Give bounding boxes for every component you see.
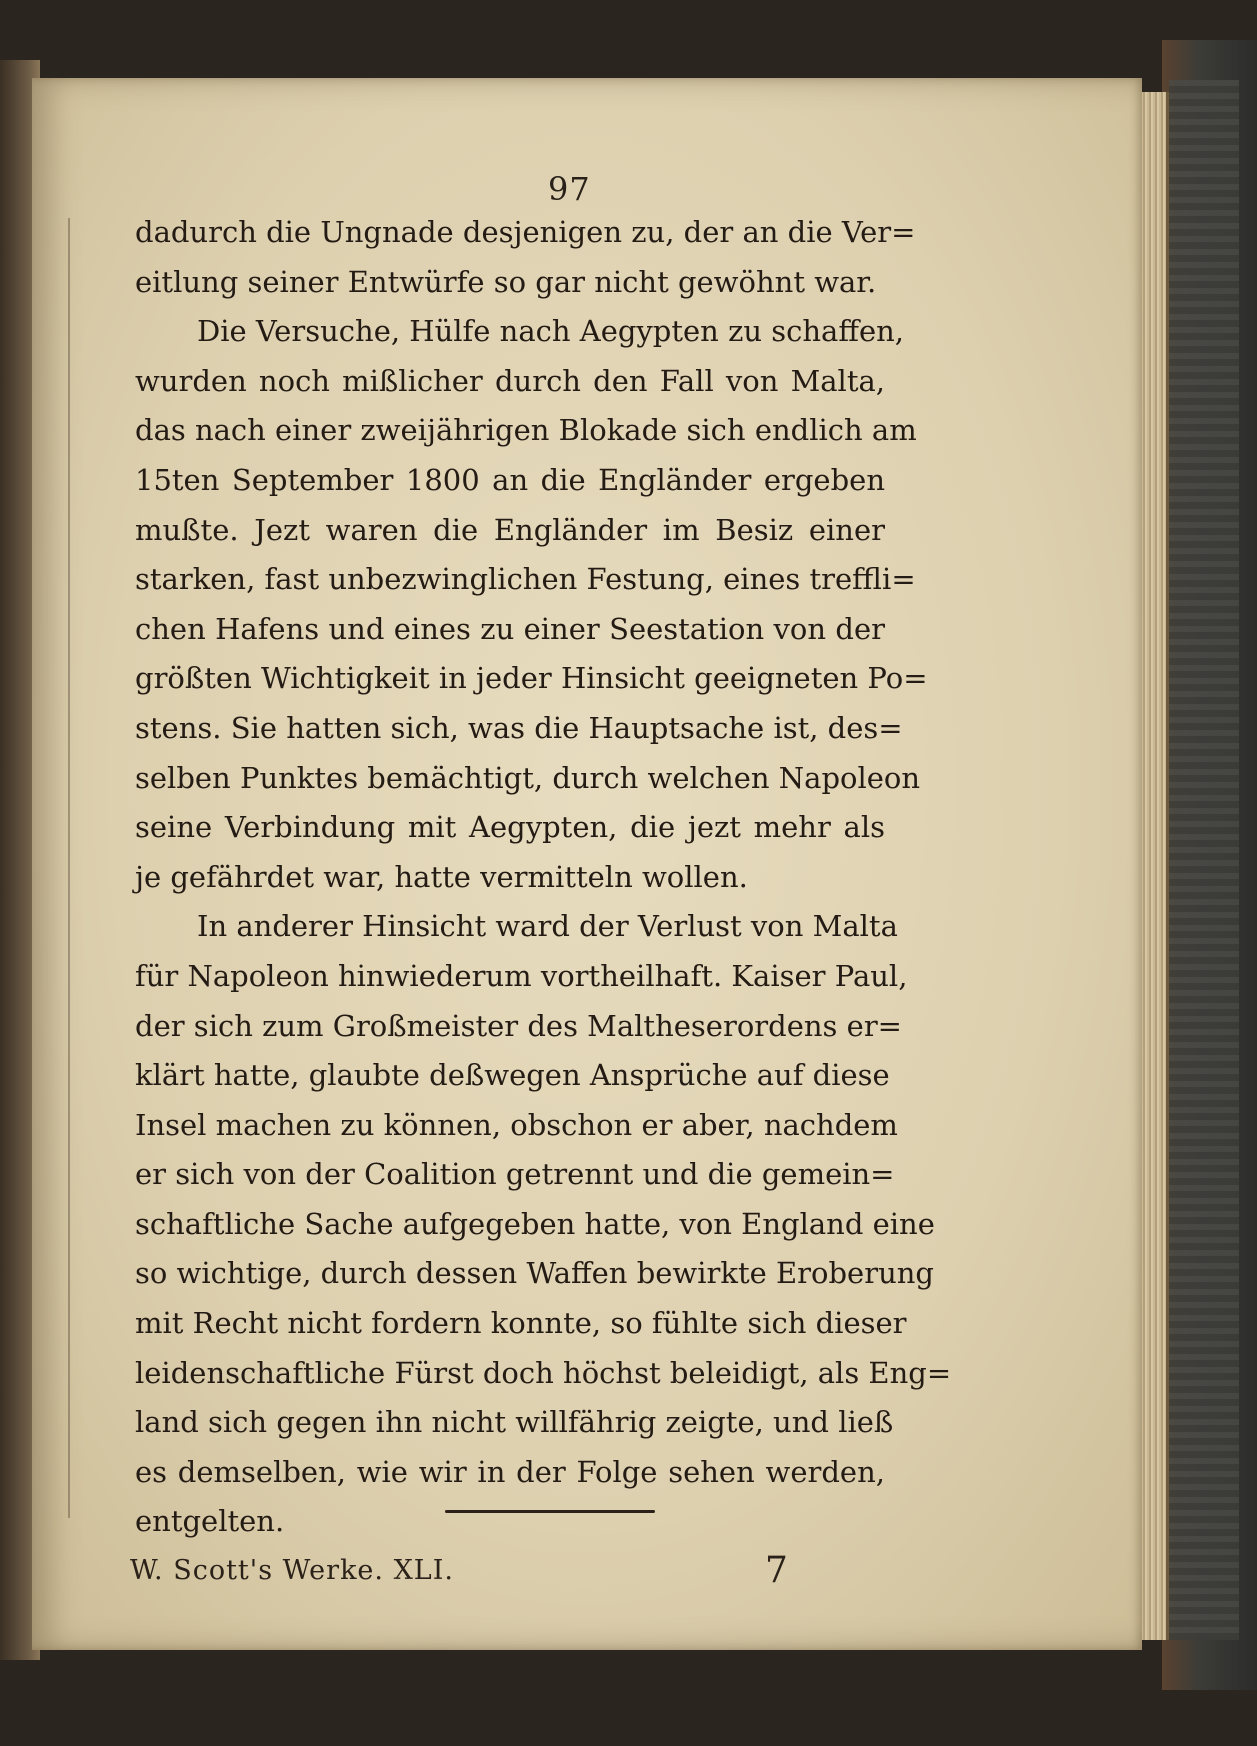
text-line: schaftliche Sache aufgegeben hatte, von England eine [135, 1206, 935, 1241]
text-line: Die Versuche, Hülfe nach Aegypten zu schaffen, [197, 314, 905, 349]
text-line: entgelten. [135, 1504, 285, 1539]
text-line: je gefährdet war, hatte vermitteln wollen. [135, 859, 748, 894]
text-line: land sich gegen ihn nicht willfährig zeigte, und ließ [135, 1405, 894, 1440]
text-line: klärt hatte, glaubte deßwegen Ansprüche auf diese [135, 1058, 890, 1093]
text-line: seine Verbindung mit Aegypten, die jezt mehr als [135, 810, 885, 845]
gutter-shadow [68, 218, 78, 1518]
text-line: leidenschaftliche Fürst doch höchst beleidigt, als Eng= [135, 1355, 952, 1390]
text-line: chen Hafens und eines zu einer Seestation von der [135, 611, 885, 646]
text-line: größten Wichtigkeit in jeder Hinsicht geeigneten Po= [135, 661, 928, 696]
page-number: 97 [548, 170, 591, 208]
body-text [135, 208, 952, 1547]
text-line: es demselben, wie wir in der Folge sehen werden, [135, 1454, 885, 1489]
signature-mark: 7 [765, 1550, 788, 1591]
text-line: so wichtige, durch dessen Waffen bewirkte Eroberung [135, 1256, 934, 1291]
text-line: stens. Sie hatten sich, was die Hauptsache ist, des= [135, 710, 903, 745]
text-line: das nach einer zweijährigen Blokade sich endlich am [135, 413, 917, 448]
text-line: er sich von der Coalition getrennt und die gemein= [135, 1157, 895, 1192]
signature-line: W. Scott's Werke. XLI. [130, 1555, 454, 1586]
closing-rule [445, 1510, 655, 1513]
text-line: mußte. Jezt waren die Engländer im Besiz einer [135, 512, 885, 547]
text-line: wurden noch mißlicher durch den Fall von Malta, [135, 363, 885, 398]
text-line: dadurch die Ungnade desjenigen zu, der an die Ver= [135, 215, 916, 249]
text-line: für Napoleon hinwiederum vortheilhaft. Kaiser Paul, [135, 958, 908, 993]
text-line: eitlung seiner Entwürfe so gar nicht gewöhnt war. [135, 264, 877, 299]
text-line: starken, fast unbezwinglichen Festung, eines treffli= [135, 562, 916, 597]
text-line: Insel machen zu können, obschon er aber, nachdem [135, 1107, 898, 1142]
text-line: selben Punktes bemächtigt, durch welchen Napoleon [135, 760, 921, 795]
text-line: mit Recht nicht fordern konnte, so fühlte sich dieser [135, 1306, 907, 1341]
text-line: der sich zum Großmeister des Maltheserordens er= [135, 1008, 902, 1043]
text-line: In anderer Hinsicht ward der Verlust von Malta [197, 909, 898, 944]
binding-leather [1169, 80, 1239, 1640]
text-line: 15ten September 1800 an die Engländer ergeben [135, 462, 885, 497]
